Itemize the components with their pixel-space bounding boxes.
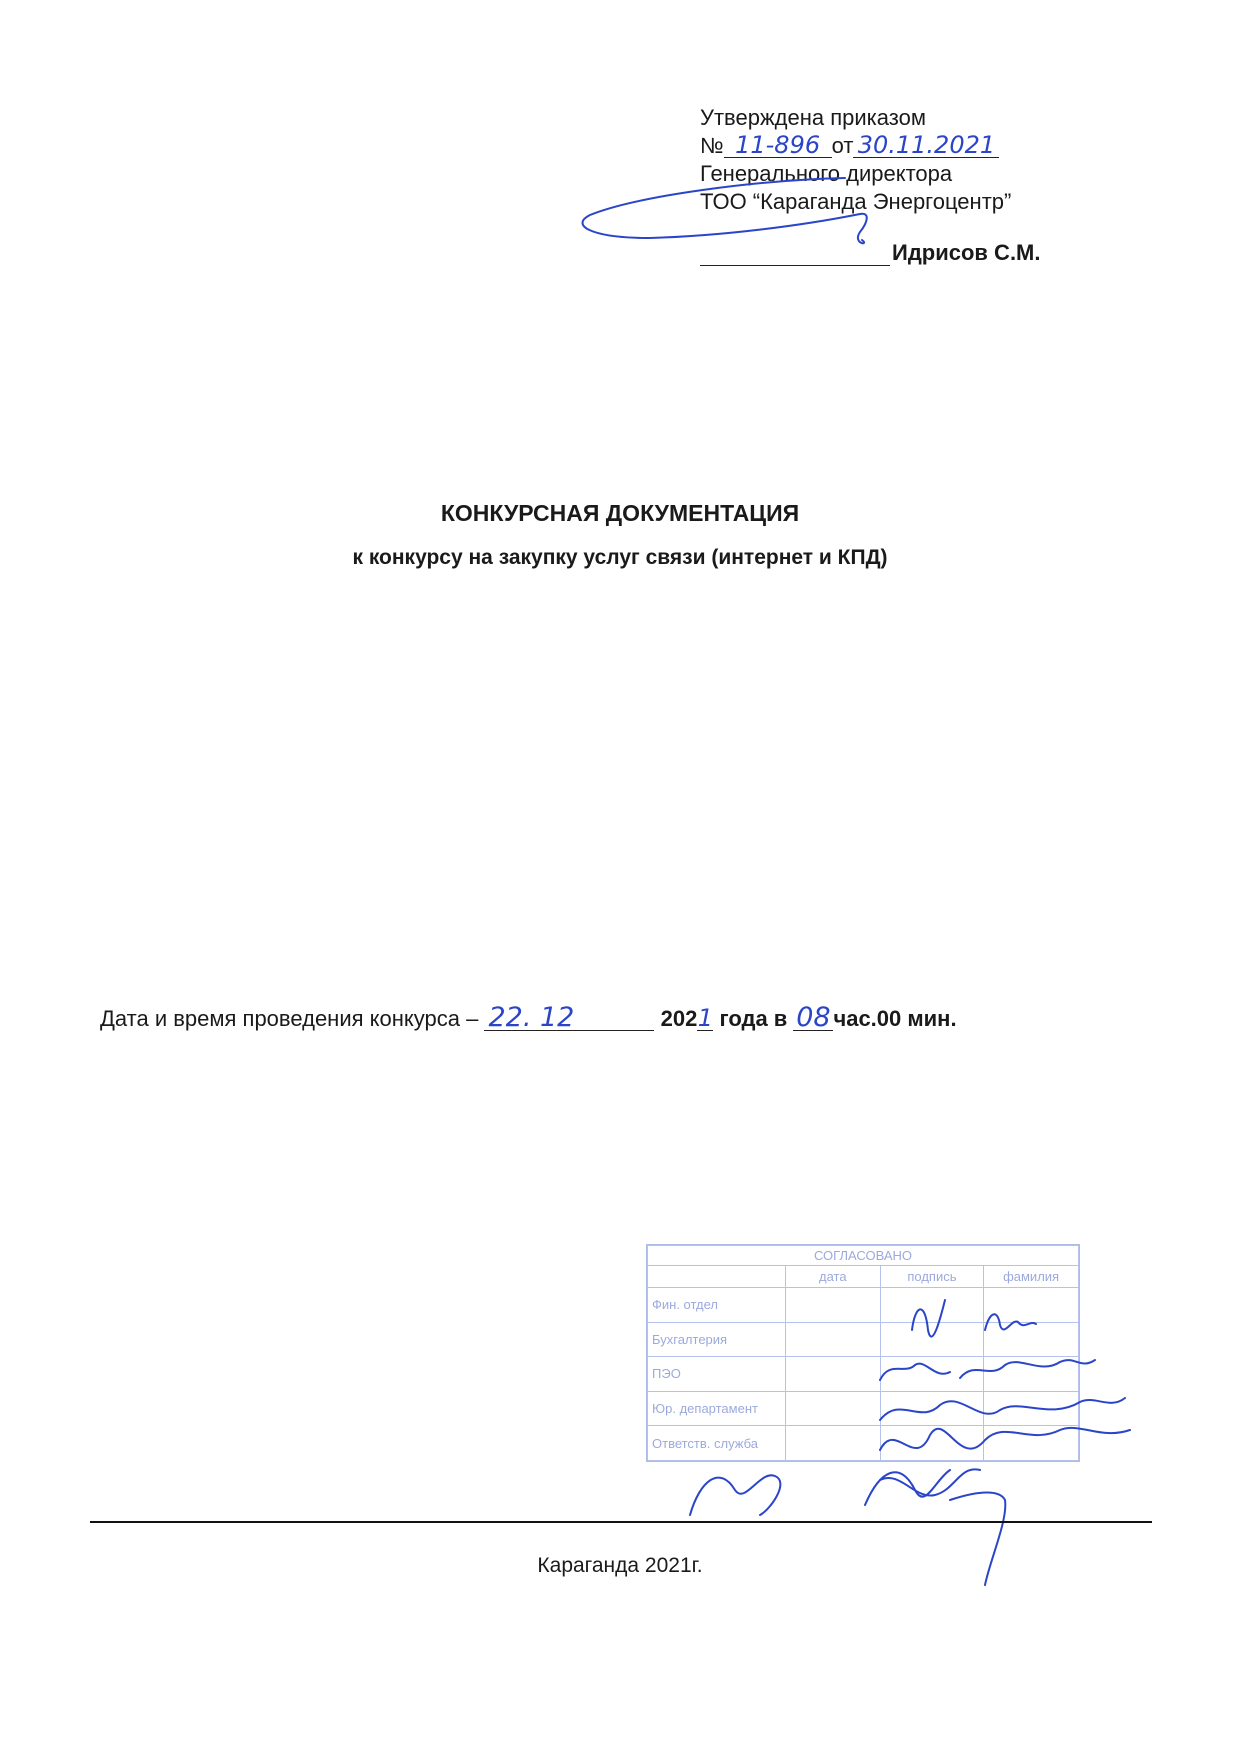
contest-date-line [100,1002,957,1033]
order-number: 11-896 [724,133,832,158]
stamp-title: СОГЛАСОВАНО [648,1246,1079,1266]
stamp-row-label: ПЭО [648,1357,786,1392]
document-title: КОНКУРСНАЯ ДОКУМЕНТАЦИЯ [440,500,800,526]
stamp-col-surname: фамилия [984,1266,1079,1288]
document-subtitle: к конкурсу на закупку услуг связи (интернет и КПД) [352,546,888,569]
signature-blank [700,245,890,266]
contest-date-label: Дата и время проведения конкурса – [100,1006,479,1031]
contest-date-value: 22. 12 [484,1006,654,1031]
contest-year-prefix: 202 [660,1006,698,1031]
stamp-col-date: дата [785,1266,880,1288]
signature-bottom-left [690,1475,780,1515]
footer-rule [90,1521,1152,1523]
signature-line [700,240,1041,266]
approval-block [700,104,1100,216]
stamp-col-signature: подпись [880,1266,983,1288]
approval-stamp [646,1244,1080,1462]
contest-year-digit: 1 [697,1004,713,1032]
contest-at-label: года в [719,1006,788,1031]
approval-line3: Генерального директора [700,161,953,186]
stamp-row-label: Ответств. служба [648,1426,786,1461]
signature-bottom-mid [865,1470,950,1505]
approval-line1: Утверждена приказом [700,105,926,130]
approval-order-line [700,132,1100,160]
approval-line4: ТОО “Караганда Энергоцентр” [700,189,1012,214]
order-date-prefix: от [831,133,854,158]
stamp-table [647,1245,1079,1461]
order-date: 30.11.2021 [853,133,999,158]
order-number-prefix: № [700,133,724,158]
signature-misc-1 [880,1469,980,1495]
stamp-row-label: Юр. департамент [648,1391,786,1426]
signatory-name: Идрисов С.М. [892,240,1041,265]
city-year: Караганда 2021г. [537,1554,703,1577]
contest-time-suffix: час.00 мин. [833,1006,957,1031]
contest-hour: 08 [793,1006,833,1031]
stamp-row-label: Бухгалтерия [648,1322,786,1357]
stamp-row-label: Фин. отдел [648,1288,786,1323]
stamp-col-empty [648,1266,786,1288]
